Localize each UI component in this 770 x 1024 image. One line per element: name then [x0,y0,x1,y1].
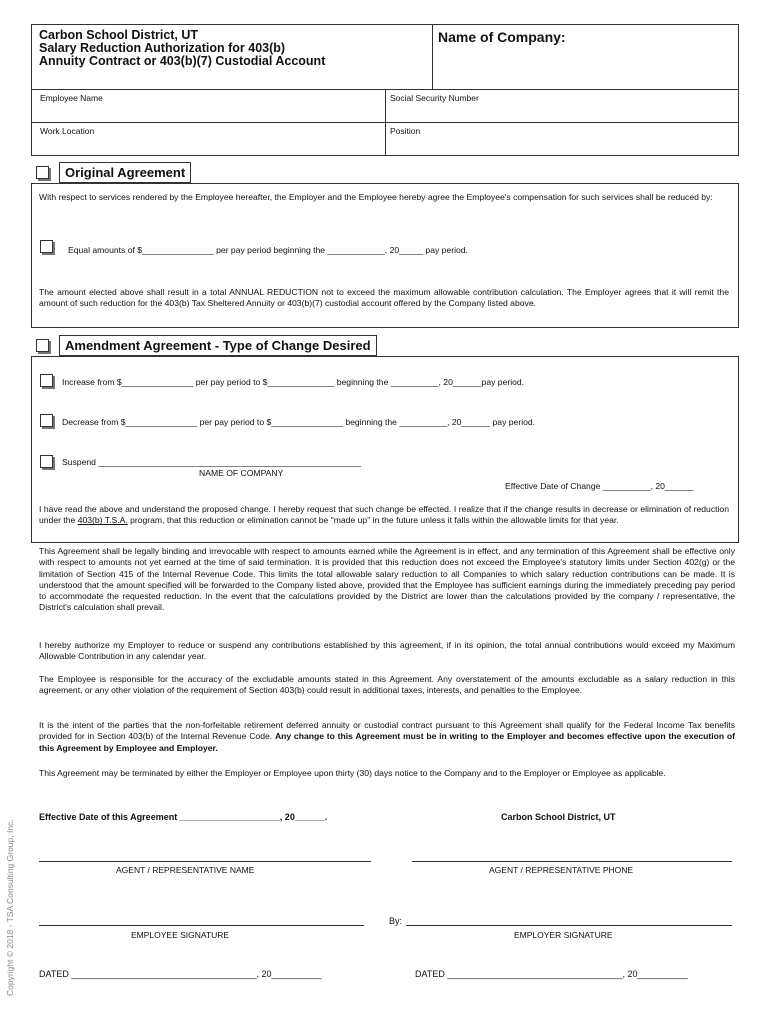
equal-amounts-checkbox[interactable] [40,240,53,253]
effective-change-text: Effective Date of Change __________, 20______ [505,481,694,491]
agent-name-caption: AGENT / REPRESENTATIVE NAME [116,865,255,875]
terms-paragraph-5: This Agreement may be terminated by either the Employer or Employee upon thirty (30) days notice to the Company and to the Employer or Employee as applicable. [39,768,666,778]
terms-paragraph-4 [39,720,735,754]
ssn-field[interactable]: Social Security Number [390,93,479,103]
work-location-field[interactable]: Work Location [40,126,95,136]
terms-p4-bold: Any change to this Agreement must be in writing to the Employer and becomes effective upon the execution of this Agreement by Employee and Employer. [39,731,735,753]
terms-paragraph-1: This Agreement shall be legally binding and irrevocable with respect to amounts earned while the Agreement is in effect, and any termination of this Agreement shall be effective only with respect to amounts not yet earned at the time of said termination. It is provided that this reduction does not exceed the Employee's statutory limits under Section 402(g) or the limitation of Section 415 of the Internal Revenue Code. This limits the total allowable salary reduction to all Companies to which salary reduction contributions can be made. It is understood that the amount specified will be forwarded to the Company listed above, provided that the Employee has sufficient earnings during the immediately preceding pay period to accommodate the requested reduction. In the event that the calculations provided by the District are lower than the calculations provided by the company / representative, the District's calculation shall prevail. [39,546,735,613]
employer-signature-caption: EMPLOYER SIGNATURE [514,930,613,940]
acknowledgement-post: program, that this reduction or elimination cannot be "made up" in the future unless it falls within the allowable limits for that year. [127,515,619,526]
amendment-title: Amendment Agreement - Type of Change Desired [59,335,377,356]
info-grid-divider [385,90,386,156]
district-title: Carbon School District, UT [39,28,199,42]
original-agreement-checkbox[interactable] [36,166,49,179]
copyright-notice: Copyright © 2018 - TSA Consulting Group, Inc. [5,819,15,996]
acknowledgement-text [39,504,729,527]
header-divider [432,24,433,90]
terms-paragraph-3: The Employee is responsible for the accuracy of the excludable amounts stated in this Agreement. Any overstatement of the amounts excludable as a salary reduction in this agreement, or any other violation of the requirement of Section 403(b) could result in additional taxes, interests, and penalties to the Employee. [39,674,735,696]
decrease-text: Decrease from $_______________ per pay period to $_______________ beginning the __________, 20______ pay period. [62,417,536,427]
original-intro-text: With respect to services rendered by the Employee hereafter, the Employer and the Employee hereby agree the Employee's compensation for such services shall be reduced by: [39,192,713,202]
decrease-checkbox[interactable] [40,414,53,427]
amendment-checkbox[interactable] [36,339,49,352]
annual-reduction-text: The amount elected above shall result in a total ANNUAL REDUCTION not to exceed the maximum allowable contribution calculation. The Employer agrees that it will remit the amount of such reduction for the 403(b) Tax Sheltered Annuity or 403(b)(7) custodial account offered by the Company listed above. [39,287,729,309]
terms-p4-text: It is the intent of the parties that the non-forfeitable retirement deferred annuity or custodial contract pursuant to this Agreement shall qualify for the Federal Income Tax benefits provided for in Section 403(b) of the Internal Revenue Code. [39,720,735,742]
suspend-checkbox[interactable] [40,455,53,468]
employee-dated-line[interactable]: DATED _____________________________________, 20__________ [39,969,322,979]
form-subtitle: Annuity Contract or 403(b)(7) Custodial Account [39,54,326,68]
increase-text: Increase from $_______________ per pay period to $______________ beginning the __________, 20______pay period. [62,377,525,387]
form-title: Salary Reduction Authorization for 403(b) [39,41,286,55]
original-agreement-title: Original Agreement [59,162,191,183]
acknowledgement-pre: I have read the above and understand the proposed change. I hereby request that such change be effected. I realize that if the change results in decrease or elimination of reduction under the [39,504,729,526]
suspend-text: Suspend _______________________________________________________ [62,457,362,467]
agent-name-line[interactable] [39,861,371,862]
name-of-company-caption: NAME OF COMPANY [199,468,284,478]
by-label: By: [389,916,403,926]
employee-signature-caption: EMPLOYEE SIGNATURE [131,930,230,940]
company-name-label: Name of Company: [438,29,566,45]
employee-signature-line[interactable] [39,925,364,926]
tsa-link[interactable]: 403(b) T.S.A. [77,515,128,526]
equal-amounts-text: Equal amounts of $_______________ per pay period beginning the ____________, 20_____ pay period. [68,245,468,255]
agent-phone-caption: AGENT / REPRESENTATIVE PHONE [489,865,634,875]
position-field[interactable]: Position [390,126,421,136]
agent-phone-line[interactable] [412,861,732,862]
effective-date-line[interactable]: Effective Date of this Agreement ____________________, 20______. [39,812,328,822]
employee-name-field[interactable]: Employee Name [40,93,103,103]
employer-signature-line[interactable] [406,925,732,926]
increase-checkbox[interactable] [40,374,53,387]
terms-paragraph-2: I hereby authorize my Employer to reduce or suspend any contributions established by this agreement, if in its opinion, the total annual contributions would exceed my Maximum Allowable Contribution in any calendar year. [39,640,735,662]
district-signature-label: Carbon School District, UT [501,812,616,822]
employer-dated-line[interactable]: DATED ___________________________________, 20__________ [415,969,688,979]
